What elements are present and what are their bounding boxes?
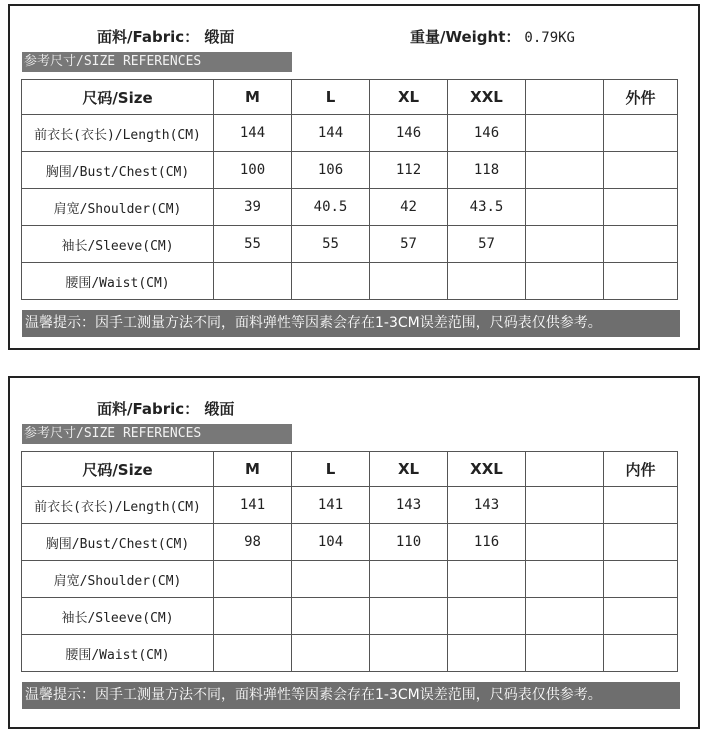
cell-value <box>526 152 604 189</box>
cell-value <box>526 226 604 263</box>
cell-value <box>526 598 604 635</box>
cell-value: 143 <box>448 487 526 524</box>
measurement-notice: 温馨提示：因手工测量方法不同，面料弹性等因素会存在1-3CM误差范围，尺码表仅供参考。 <box>22 310 680 337</box>
cell-value <box>292 635 370 672</box>
cell-value <box>214 598 292 635</box>
cell-value <box>370 598 448 635</box>
cell-value: 42 <box>370 189 448 226</box>
table-row <box>22 524 678 561</box>
cell-value: 39 <box>214 189 292 226</box>
cell-value: 118 <box>448 152 526 189</box>
cell-value <box>370 263 448 300</box>
cell-value: 98 <box>214 524 292 561</box>
measurement-notice: 温馨提示：因手工测量方法不同，面料弹性等因素会存在1-3CM误差范围，尺码表仅供参考。 <box>22 682 680 709</box>
row-label: 胸围/Bust/Chest(CM) <box>22 152 214 189</box>
cell-value <box>526 635 604 672</box>
cell-value <box>526 189 604 226</box>
cell-value: 100 <box>214 152 292 189</box>
header-size: 尺码/Size <box>22 80 214 115</box>
section-title: 参考尺寸/SIZE REFERENCES <box>22 52 292 72</box>
cell-value: 144 <box>292 115 370 152</box>
size-chart-panel-outer <box>8 4 700 350</box>
cell-value: 110 <box>370 524 448 561</box>
header-xxl: XXL <box>448 452 526 487</box>
row-label: 腰围/Waist(CM) <box>22 635 214 672</box>
cell-value: 40.5 <box>292 189 370 226</box>
table-row <box>22 152 678 189</box>
table-row <box>22 226 678 263</box>
table-row <box>22 487 678 524</box>
cell-value: 57 <box>448 226 526 263</box>
cell-value <box>370 635 448 672</box>
cell-value <box>526 263 604 300</box>
cell-value <box>448 635 526 672</box>
cell-value <box>526 115 604 152</box>
cell-value: 55 <box>214 226 292 263</box>
cell-value <box>604 189 678 226</box>
title-row <box>10 26 698 50</box>
size-table <box>21 451 678 672</box>
table-row <box>22 115 678 152</box>
cell-value: 143 <box>370 487 448 524</box>
cell-value <box>448 561 526 598</box>
header-garment-type: 内件 <box>604 452 678 487</box>
header-garment-type: 外件 <box>604 80 678 115</box>
weight-value: 0.79KG <box>524 30 575 46</box>
header-blank <box>526 80 604 115</box>
cell-value <box>448 263 526 300</box>
table-row <box>22 189 678 226</box>
header-m: M <box>214 80 292 115</box>
header-blank <box>526 452 604 487</box>
row-label: 袖长/Sleeve(CM) <box>22 598 214 635</box>
row-label: 肩宽/Shoulder(CM) <box>22 561 214 598</box>
weight-label: 重量/Weight： <box>410 28 521 46</box>
cell-value: 55 <box>292 226 370 263</box>
cell-value <box>604 115 678 152</box>
header-xl: XL <box>370 80 448 115</box>
cell-value <box>526 561 604 598</box>
row-label: 前衣长(衣长)/Length(CM) <box>22 487 214 524</box>
cell-value <box>526 524 604 561</box>
cell-value: 141 <box>214 487 292 524</box>
header-xl: XL <box>370 452 448 487</box>
cell-value: 116 <box>448 524 526 561</box>
cell-value <box>604 635 678 672</box>
fabric-label: 面料/Fabric： 缎面 <box>97 400 235 418</box>
header-m: M <box>214 452 292 487</box>
cell-value: 146 <box>448 115 526 152</box>
row-label: 肩宽/Shoulder(CM) <box>22 189 214 226</box>
header-size: 尺码/Size <box>22 452 214 487</box>
cell-value: 106 <box>292 152 370 189</box>
cell-value: 144 <box>214 115 292 152</box>
cell-value <box>292 263 370 300</box>
cell-value <box>604 487 678 524</box>
row-label: 腰围/Waist(CM) <box>22 263 214 300</box>
weight-info <box>410 26 575 47</box>
table-row <box>22 598 678 635</box>
cell-value <box>526 487 604 524</box>
title-row <box>10 398 698 422</box>
cell-value <box>604 524 678 561</box>
cell-value: 141 <box>292 487 370 524</box>
row-label: 前衣长(衣长)/Length(CM) <box>22 115 214 152</box>
cell-value <box>214 263 292 300</box>
cell-value <box>604 263 678 300</box>
row-label: 胸围/Bust/Chest(CM) <box>22 524 214 561</box>
cell-value <box>214 635 292 672</box>
fabric-label: 面料/Fabric： 缎面 <box>97 28 235 46</box>
size-table <box>21 79 678 300</box>
table-header-row <box>22 452 678 487</box>
size-chart-panel-inner <box>8 376 700 729</box>
table-row <box>22 561 678 598</box>
cell-value: 146 <box>370 115 448 152</box>
cell-value: 57 <box>370 226 448 263</box>
section-title: 参考尺寸/SIZE REFERENCES <box>22 424 292 444</box>
table-header-row <box>22 80 678 115</box>
cell-value <box>604 561 678 598</box>
cell-value <box>214 561 292 598</box>
cell-value <box>292 561 370 598</box>
cell-value <box>604 598 678 635</box>
cell-value <box>448 598 526 635</box>
table-row <box>22 635 678 672</box>
table-row <box>22 263 678 300</box>
header-l: L <box>292 80 370 115</box>
cell-value <box>604 226 678 263</box>
header-xxl: XXL <box>448 80 526 115</box>
cell-value <box>370 561 448 598</box>
row-label: 袖长/Sleeve(CM) <box>22 226 214 263</box>
cell-value: 112 <box>370 152 448 189</box>
cell-value <box>292 598 370 635</box>
cell-value: 43.5 <box>448 189 526 226</box>
cell-value <box>604 152 678 189</box>
header-l: L <box>292 452 370 487</box>
cell-value: 104 <box>292 524 370 561</box>
